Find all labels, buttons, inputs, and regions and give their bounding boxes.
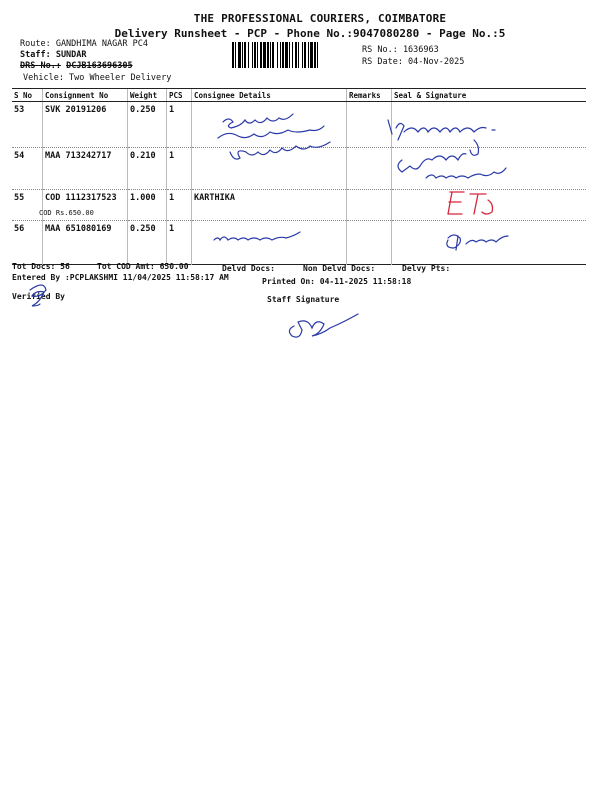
vehicle-label: Vehicle: Two Wheeler Delivery	[23, 73, 172, 83]
col-remarks: Remarks	[347, 89, 392, 102]
col-consignment: Consignment No	[43, 89, 128, 102]
runsheet-subtitle: Delivery Runsheet - PCP - Phone No.:9047080280 - Page No.:5	[114, 27, 506, 40]
cell-sno: 56	[14, 224, 25, 234]
col-weight: Weight	[128, 89, 167, 102]
route-label: Route: GANDHIMA NAGAR PC4	[20, 39, 148, 49]
rs-number: RS No.: 1636963	[362, 45, 439, 55]
col-sno: S No	[12, 89, 43, 102]
cell-pcs: 1	[167, 190, 192, 221]
delivery-mark-55	[448, 192, 493, 214]
consignee-signature-53	[223, 114, 293, 128]
company-title: THE PROFESSIONAL COURIERS, COIMBATORE	[193, 12, 447, 25]
col-pcs: PCS	[167, 89, 192, 102]
printed-on: Printed On: 04-11-2025 11:58:18	[262, 277, 412, 286]
verified-by-label: Verified By	[12, 292, 65, 301]
verified-by-signature	[30, 285, 46, 306]
total-docs: Tot Docs: 56	[12, 262, 70, 271]
seal-signature-54	[398, 154, 506, 178]
col-seal-signature: Seal & Signature	[392, 89, 587, 102]
entered-by: Entered By :PCPLAKSHMI 11/04/2025 11:58:17 AM	[12, 273, 229, 282]
cell-weight: 0.210	[128, 148, 167, 190]
cell-weight: 0.250	[128, 221, 167, 265]
seal-signature-53	[388, 120, 495, 140]
delivery-points: Delvy Pts:	[402, 264, 451, 273]
cell-consignment: MAA 713242717	[43, 148, 128, 190]
seal-signature-56	[447, 235, 508, 250]
cell-pcs: 1	[167, 221, 192, 265]
non-delivered-docs: Non Delvd Docs:	[303, 264, 376, 273]
rs-date: RS Date: 04-Nov-2025	[362, 57, 465, 67]
col-consignee: Consignee Details	[192, 89, 347, 102]
cod-amount-note: COD Rs.650.00	[39, 209, 94, 217]
cell-weight: 1.000	[128, 190, 167, 221]
cell-pcs: 1	[167, 102, 192, 148]
staff-signature-label: Staff Signature	[267, 295, 340, 304]
cell-consignment: MAA 651080169	[43, 221, 128, 265]
cell-sno: 54	[12, 148, 43, 190]
drs-value: DCJB163696305	[66, 61, 133, 71]
total-cod-amount: Tot COD Amt: 650.00	[97, 262, 189, 271]
staff-label: Staff: SUNDAR	[20, 50, 87, 60]
cell-consignment: SVK 20191206	[43, 102, 128, 148]
cell-consignee: KARTHIKA	[192, 190, 347, 221]
delivered-docs: Delvd Docs:	[222, 264, 275, 273]
consignment-number: COD 1112317523	[45, 193, 117, 203]
consignee-signature-54	[230, 142, 330, 159]
staff-signature	[289, 314, 358, 337]
cell-sno: 53	[12, 102, 43, 148]
cell-weight: 0.250	[128, 102, 167, 148]
drs-label: DRS No.:	[20, 61, 61, 71]
cell-sno: 55	[12, 190, 43, 221]
consignee-signature-56	[214, 232, 300, 240]
cell-pcs: 1	[167, 148, 192, 190]
